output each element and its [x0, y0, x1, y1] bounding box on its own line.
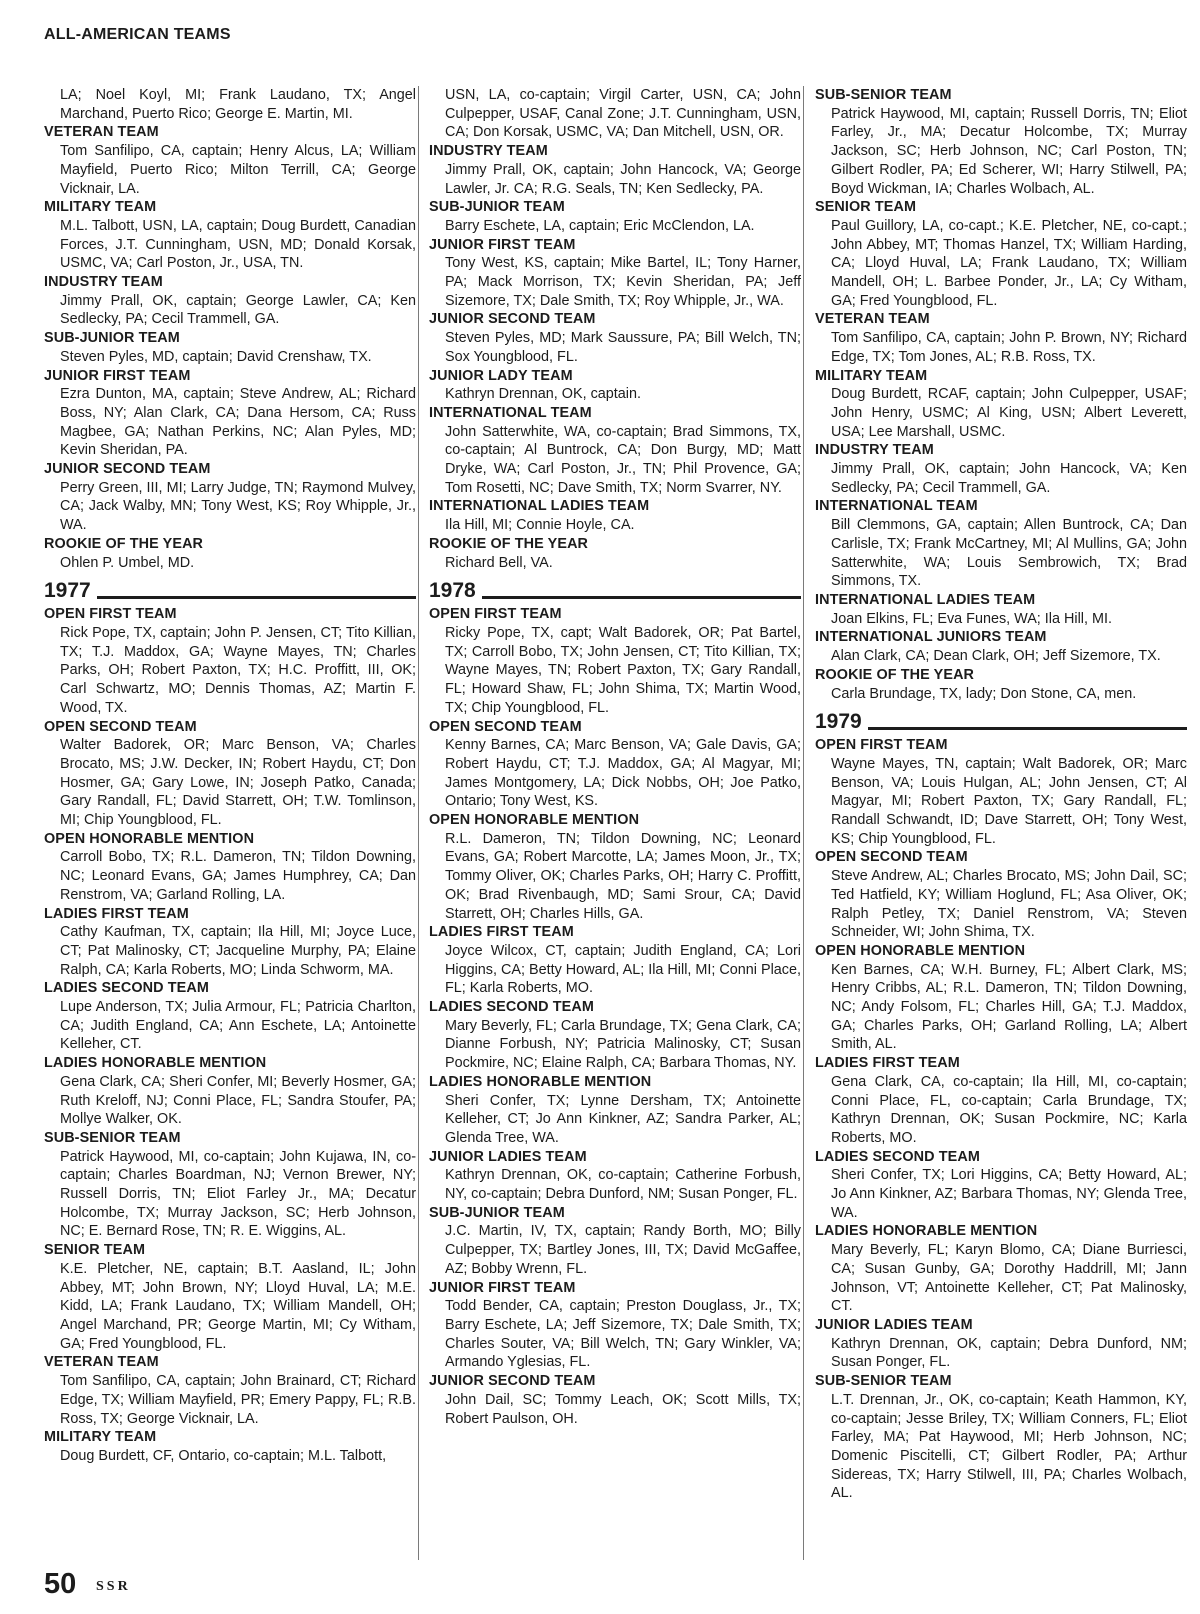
team-members: Tom Sanfilipo, CA, captain; Henry Alcus, LA; William Mayfield, Puerto Rico; Milton Terrill, CA; George Vicknair, LA. — [60, 143, 416, 197]
team-heading: JUNIOR LADIES TEAM — [815, 1317, 973, 1333]
team-members: Ken Barnes, CA; W.H. Burney, FL; Albert Clark, MS; Henry Cribbs, AL; R.L. Dameron, TN; Tildon Downing, NC; Andy Folsom, FL; Charles Hill, GA; T.J. Maddox, GA; Charles Parks, OH; Garland Rolling, LA; Albert Smith, AL. — [831, 961, 1187, 1053]
team-heading: INDUSTRY TEAM — [429, 143, 548, 160]
team-entry — [815, 591, 1187, 610]
team-heading: JUNIOR LADIES TEAM — [429, 1148, 587, 1165]
year-heading — [44, 579, 416, 603]
team-entry — [44, 479, 416, 535]
team-members: USN, LA, co-captain; Virgil Carter, USN, CA; John Culpepper, USAF, Canal Zone; J.T. Cunningham, USN, CA; Don Korsak, USMC, VA; Dan Mitchell, USN, OR. — [445, 87, 801, 141]
team-entry — [44, 1372, 416, 1428]
team-entry — [815, 942, 1187, 961]
team-heading: OPEN FIRST TEAM — [815, 737, 948, 754]
team-members: Joan Elkins, FL; Eva Funes, WA; Ila Hill, MI. — [831, 610, 1112, 627]
team-heading: JUNIOR SECOND TEAM — [429, 311, 596, 328]
team-entry — [429, 86, 801, 142]
team-heading: ROOKIE OF THE YEAR — [429, 535, 589, 552]
team-members: Steve Andrew, AL; Charles Brocato, MS; John Dail, SC; Ted Hatfield, KY; William Hoglund, FL; Asa Oliver, OK; Ralph Petley, TX; Daniel Renstrom, VA; Steven Schneider, WI; John Shima, TX. — [831, 868, 1187, 941]
column-3 — [815, 86, 1187, 1503]
team-entry — [429, 310, 801, 329]
team-members: Kathryn Drennan, OK, co-captain; Catherine Forbush, NY, co-captain; Debra Dunford, NM; Susan Ponger, FL. — [445, 1167, 801, 1203]
team-entry — [815, 497, 1187, 516]
team-members: Patrick Haywood, MI, co-captain; John Kujawa, IN, co-captain; Charles Boardman, NJ; Vernon Brewer, NY; Russell Dorris, TN; Eliot Farley Jr., MA; Decatur Holcombe, TX; Murray Jackson, SC; Herb Johnson, NC; E. Bernard Rose, TN; R. E. Wiggins, AL. — [60, 1148, 416, 1240]
team-members: M.L. Talbott, USN, LA, captain; Doug Burdett, Canadian Forces, J.T. Cunningham, USN, MD; Donald Korsak, USMC, VA; Carl Poston, Jr., USA, TN. — [60, 217, 416, 272]
team-entry — [815, 867, 1187, 942]
team-entry — [815, 1054, 1187, 1073]
team-entry — [815, 1391, 1187, 1503]
team-members: Todd Bender, CA, captain; Preston Douglass, Jr., TX; Barry Eschete, LA; Jeff Sizemore, TX; Dale Smith, TX; Charles Souter, VA; Bill Welch, TN; Gary Winkler, VA; Armando Yglesias, FL. — [445, 1298, 801, 1371]
team-entry — [44, 605, 416, 624]
team-entry — [815, 1316, 1187, 1335]
team-heading: ROOKIE OF THE YEAR — [44, 535, 204, 552]
team-members: Barry Eschete, LA, captain; Eric McClendon, LA. — [445, 217, 755, 234]
team-entry — [44, 905, 416, 924]
team-entry — [815, 1166, 1187, 1222]
team-heading: SENIOR TEAM — [815, 199, 917, 216]
column-divider — [803, 86, 804, 1560]
team-heading: JUNIOR SECOND TEAM — [429, 1373, 596, 1390]
team-entry — [815, 1335, 1187, 1372]
team-members: Sheri Confer, TX; Lori Higgins, CA; Betty Howard, AL; Jo Ann Kinkner, AZ; Barbara Thomas, NY; Glenda Tree, WA. — [831, 1167, 1187, 1221]
team-entry — [44, 830, 416, 849]
team-members: Jimmy Prall, OK, captain; John Hancock, VA; George Lawler, Jr. CA; R.G. Seals, TN; Ken Sedlecky, PA. — [445, 161, 801, 197]
team-entry — [429, 142, 801, 161]
team-heading: MILITARY TEAM — [44, 1429, 157, 1446]
team-entry — [815, 736, 1187, 755]
team-members: Jimmy Prall, OK, captain; George Lawler, CA; Ken Sedlecky, PA; Cecil Trammell, GA. — [60, 292, 416, 328]
team-entry — [815, 105, 1187, 199]
team-members: Lupe Anderson, TX; Julia Armour, FL; Patricia Charlton, CA; Judith England, CA; Ann Eschete, LA; Antoinette Kelleher, CT. — [60, 999, 416, 1053]
team-entry — [429, 1372, 801, 1391]
team-entry — [44, 1241, 416, 1260]
team-heading: SUB-JUNIOR TEAM — [429, 1204, 565, 1221]
team-members: Alan Clark, CA; Dean Clark, OH; Jeff Sizemore, TX. — [831, 648, 1161, 665]
team-members: Tom Sanfilipo, CA, captain; John Brainard, CT; Richard Edge, TX; William Mayfield, PR; Emery Pappy, FL; R.B. Ross, TX; George Vicknair, LA. — [60, 1373, 416, 1427]
team-entry — [44, 554, 416, 573]
team-entry — [429, 605, 801, 624]
team-entry — [815, 1222, 1187, 1241]
team-entry — [44, 86, 416, 123]
team-entry — [429, 254, 801, 310]
team-heading: SUB-SENIOR TEAM — [815, 87, 952, 103]
team-entry — [815, 961, 1187, 1055]
publication-mark: SSR — [96, 1579, 131, 1594]
team-heading: JUNIOR FIRST TEAM — [429, 1279, 576, 1296]
team-entry — [429, 385, 801, 404]
team-members: Paul Guillory, LA, co-capt.; K.E. Pletcher, NE, co-capt.; John Abbey, MT; Thomas Hanzel, TX; William Harding, CA; Lloyd Huval, LA; Frank Laudano, TX; William Mandell, OH; L. Barbee Ponder, Jr., LA; Cy Witham, GA; Fred Youngblood, FL. — [831, 217, 1187, 309]
team-entry — [815, 86, 1187, 105]
team-members: Gena Clark, CA; Sheri Confer, MI; Beverly Hosmer, GA; Ruth Kreloff, NJ; Conni Place, FL; Sandra Stoufer, PA; Mollye Walker, OK. — [60, 1073, 416, 1128]
team-entry — [815, 1372, 1187, 1391]
team-entry — [815, 367, 1187, 386]
team-members: Tom Sanfilipo, CA, captain; John P. Brown, NY; Richard Edge, TX; Tom Jones, AL; R.B. Ross, TX. — [831, 330, 1187, 365]
team-entry — [429, 811, 801, 830]
team-entry — [815, 848, 1187, 867]
team-entry — [815, 198, 1187, 217]
team-entry — [44, 367, 416, 386]
team-members: Carla Brundage, TX, lady; Don Stone, CA, men. — [831, 685, 1137, 702]
team-members: Patrick Haywood, MI, captain; Russell Dorris, TN; Eliot Farley, Jr., MA; Decatur Holcombe, TX; Murray Jackson, SC; Herb Johnson, NC; Carl Poston, TN; Gilbert Rodler, PA; Ed Scherer, WI; Harry Stilwell, PA; Boyd Wickman, IA; Charles Wolbach, AL. — [831, 105, 1187, 197]
team-heading: OPEN HONORABLE MENTION — [429, 812, 640, 829]
team-entry — [429, 423, 801, 498]
team-heading: INDUSTRY TEAM — [44, 274, 163, 291]
year-heading — [815, 710, 1187, 734]
year-label: 1977 — [44, 579, 91, 603]
team-heading: LADIES HONORABLE MENTION — [44, 1055, 267, 1072]
team-entry — [44, 1260, 416, 1354]
team-entry — [815, 685, 1187, 704]
team-entry — [815, 516, 1187, 591]
team-entry — [44, 460, 416, 479]
team-members: Ohlen P. Umbel, MD. — [60, 554, 195, 571]
team-heading: JUNIOR SECOND TEAM — [44, 461, 211, 478]
team-entry — [44, 736, 416, 830]
team-heading: OPEN HONORABLE MENTION — [44, 830, 255, 847]
team-entry — [44, 329, 416, 348]
team-entry — [44, 273, 416, 292]
team-heading: LADIES HONORABLE MENTION — [815, 1223, 1038, 1240]
team-entry — [815, 217, 1187, 311]
team-heading: INDUSTRY TEAM — [815, 442, 934, 459]
team-entry — [429, 1073, 801, 1092]
team-entry — [429, 1222, 801, 1278]
team-heading: LADIES SECOND TEAM — [429, 999, 594, 1016]
team-entry — [44, 535, 416, 554]
team-heading: SUB-SENIOR TEAM — [44, 1129, 181, 1146]
team-entry — [44, 292, 416, 329]
team-members: J.C. Martin, IV, TX, captain; Randy Borth, MO; Billy Culpepper, TX; Bartley Jones, III, TX; David McGaffee, AZ; Bobby Wrenn, FL. — [445, 1223, 801, 1277]
team-members: Wayne Mayes, TN, captain; Walt Badorek, OR; Marc Benson, VA; Louis Hulgan, AL; John Jensen, CT; Al Magyar, MI; Robert Paxton, TX; Gary Randall, FL; Randall Schwandt, ID; Dave Starrett, OH; Tony West, KS; Chip Youngblood, FL. — [831, 755, 1187, 847]
team-entry — [44, 123, 416, 142]
team-members: Gena Clark, CA, co-captain; Ila Hill, MI, co-captain; Conni Place, FL, co-captain; Carla Brundage, TX; Kathryn Drennan, OK; Susan Pockmire, NC; Karla Roberts, MO. — [831, 1073, 1187, 1146]
team-members: Kenny Barnes, CA; Marc Benson, VA; Gale Davis, GA; Robert Haydu, CT; T.J. Maddox, GA; Al Magyar, MI; James Montgomery, LA; Dick Nobbs, OH; Joe Patko, Ontario; Tony West, KS. — [445, 737, 801, 810]
team-heading: OPEN FIRST TEAM — [44, 606, 177, 623]
team-entry — [44, 624, 416, 718]
team-heading: SUB-JUNIOR TEAM — [44, 330, 180, 347]
team-members: Joyce Wilcox, CT, captain; Judith England, CA; Lori Higgins, CA; Betty Howard, AL; Ila Hill, MI; Conni Place, FL; Karla Roberts, MO. — [445, 942, 801, 997]
team-entry — [429, 497, 801, 516]
team-entry — [429, 1204, 801, 1223]
team-heading: JUNIOR LADY TEAM — [429, 367, 573, 384]
team-entry — [44, 1148, 416, 1242]
team-entry — [429, 554, 801, 573]
team-entry — [429, 718, 801, 737]
team-entry — [429, 942, 801, 998]
team-heading: OPEN HONORABLE MENTION — [815, 942, 1026, 959]
team-entry — [44, 1353, 416, 1372]
team-entry — [429, 1017, 801, 1073]
team-entry — [429, 923, 801, 942]
team-heading: ROOKIE OF THE YEAR — [815, 666, 975, 683]
team-entry — [429, 329, 801, 366]
team-entry — [44, 979, 416, 998]
team-members: Tony West, KS, captain; Mike Bartel, IL; Tony Harner, PA; Mack Morrison, TX; Kevin Sheridan, PA; Jeff Sizemore, TX; Dale Smith, TX; Roy Whipple, Jr., WA. — [445, 255, 801, 309]
team-entry — [429, 830, 801, 924]
year-rule — [482, 596, 801, 599]
team-members: Perry Green, III, MI; Larry Judge, TN; Raymond Mulvey, CA; Jack Walby, MN; Tony West, KS; Roy Whipple, Jr., WA. — [60, 479, 416, 534]
team-entry — [44, 1428, 416, 1447]
team-entry — [44, 718, 416, 737]
team-members: Rick Pope, TX, captain; John P. Jensen, CT; Tito Killian, TX; T.J. Maddox, GA; Wayne Mayes, TN; Charles Parks, OH; Robert Paxton, TX; H.C. Proffitt, III, OK; Carl Schwartz, MO; Dennis Thomas, AZ; Martin F. Wood, TX. — [60, 624, 416, 716]
team-heading: MILITARY TEAM — [815, 367, 928, 384]
team-entry — [815, 460, 1187, 497]
team-entry — [44, 1129, 416, 1148]
team-entry — [815, 666, 1187, 685]
team-heading: OPEN SECOND TEAM — [44, 718, 197, 735]
year-label: 1979 — [815, 710, 862, 734]
team-entry — [815, 385, 1187, 441]
team-members: Steven Pyles, MD; Mark Saussure, PA; Bill Welch, TN; Sox Youngblood, FL. — [445, 330, 801, 365]
team-members: Cathy Kaufman, TX, captain; Ila Hill, MI; Joyce Luce, CT; Pat Malinosky, CT; Jacqueline Murphy, PA; Elaine Ralph, CA; Karla Roberts, MO; Linda Schworm, MA. — [60, 924, 416, 978]
team-members: Steven Pyles, MD, captain; David Crenshaw, TX. — [60, 348, 372, 365]
team-members: Jimmy Prall, OK, captain; John Hancock, VA; Ken Sedlecky, PA; Cecil Trammell, GA. — [831, 461, 1187, 496]
team-members: Mary Beverly, FL; Carla Brundage, TX; Gena Clark, CA; Dianne Forbush, NY; Patricia Malinosky, CT; Susan Pockmire, NC; Elaine Ralph, CA; Barbara Thomas, NY. — [445, 1017, 801, 1072]
team-heading: VETERAN TEAM — [44, 1354, 159, 1371]
team-heading: LADIES FIRST TEAM — [815, 1055, 960, 1072]
team-heading: MILITARY TEAM — [44, 199, 157, 216]
running-head: ALL-AMERICAN TEAMS — [44, 26, 231, 43]
team-heading: SUB-SENIOR TEAM — [815, 1373, 952, 1390]
team-members: Doug Burdett, RCAF, captain; John Culpepper, USAF; John Henry, USMC; Al King, USN; Albert Leverett, USA; Lee Marshall, USMC. — [831, 386, 1187, 440]
team-heading: SUB-JUNIOR TEAM — [429, 199, 565, 216]
team-entry — [44, 1073, 416, 1129]
team-members: Walter Badorek, OR; Marc Benson, VA; Charles Brocato, MS; J.W. Decker, IN; Robert Haydu, CT; Don Hosmer, GA; Gary Lowe, IN; Joseph Patko, Canada; Gary Randall, FL; David Starrett, OH; T.W. Tomlinson, MI; Chip Youngblood, FL. — [60, 737, 416, 829]
team-entry — [815, 1241, 1187, 1316]
team-heading: INTERNATIONAL TEAM — [815, 498, 978, 515]
team-entry — [44, 1054, 416, 1073]
team-entry — [429, 198, 801, 217]
team-entry — [44, 142, 416, 198]
team-entry — [429, 998, 801, 1017]
team-heading: JUNIOR FIRST TEAM — [44, 367, 191, 384]
team-members: LA; Noel Koyl, MI; Frank Laudano, TX; Angel Marchand, Puerto Rico; George E. Martin, MI. — [60, 87, 416, 122]
column-1 — [44, 86, 416, 1466]
team-heading: INTERNATIONAL JUNIORS TEAM — [815, 629, 1047, 646]
team-members: Doug Burdett, CF, Ontario, co-captain; M.L. Talbott, — [60, 1447, 387, 1464]
team-entry — [44, 998, 416, 1054]
team-entry — [44, 848, 416, 904]
team-heading: VETERAN TEAM — [815, 311, 930, 328]
team-heading: OPEN FIRST TEAM — [429, 606, 562, 623]
column-2 — [429, 86, 801, 1428]
team-members: Carroll Bobo, TX; R.L. Dameron, TN; Tildon Downing, NC; Leonard Evans, GA; James Humphrey, CA; Dan Renstrom, VA; Garland Rolling, LA. — [60, 849, 416, 903]
team-heading: OPEN SECOND TEAM — [429, 718, 582, 735]
team-members: K.E. Pletcher, NE, captain; B.T. Aasland, IL; John Abbey, MT; John Brown, NY; Lloyd Huval, LA; M.E. Kidd, LA; Frank Laudano, TX; William Mandell, OH; Angel Marchand, PR; George Martin, MI; Cy Witham, GA; Fred Youngblood, FL. — [60, 1260, 416, 1352]
team-entry — [815, 1073, 1187, 1148]
team-entry — [429, 1092, 801, 1148]
team-heading: INTERNATIONAL LADIES TEAM — [815, 591, 1036, 608]
team-heading: JUNIOR FIRST TEAM — [429, 236, 576, 253]
team-entry — [44, 217, 416, 273]
team-members: John Dail, SC; Tommy Leach, OK; Scott Mills, TX; Robert Paulson, OH. — [445, 1391, 801, 1427]
team-members: John Satterwhite, WA, co-captain; Brad Simmons, TX, co-captain; Al Buntrock, CA; Don Burgy, MD; Matt Dryke, WA; Carl Poston, Jr., TN; Phil Provence, GA; Tom Rosetti, NC; Dave Smith, TX; Norm Svarrer, NY. — [445, 423, 801, 496]
team-entry — [429, 236, 801, 255]
team-members: Ricky Pope, TX, capt; Walt Badorek, OR; Pat Bartel, TX; Carroll Bobo, TX; John Jensen, CT; Tito Killian, TX; Wayne Mayes, TN; Robert Paxton, TX; Gary Randall, FL; Howard Shaw, FL; John Shima, TX; Martin Wood, TX; Chip Youngblood, FL. — [445, 624, 801, 716]
year-rule — [868, 727, 1187, 730]
team-entry — [815, 610, 1187, 629]
team-entry — [815, 1148, 1187, 1167]
team-entry — [815, 310, 1187, 329]
team-entry — [815, 647, 1187, 666]
team-entry — [429, 367, 801, 386]
year-heading — [429, 579, 801, 603]
team-entry — [429, 1166, 801, 1203]
year-label: 1978 — [429, 579, 476, 603]
team-entry — [429, 1297, 801, 1372]
team-entry — [429, 516, 801, 535]
team-entry — [429, 217, 801, 236]
team-heading: INTERNATIONAL LADIES TEAM — [429, 498, 650, 515]
team-heading: LADIES SECOND TEAM — [815, 1148, 980, 1165]
team-heading: LADIES FIRST TEAM — [429, 924, 574, 941]
team-heading: OPEN SECOND TEAM — [815, 849, 968, 866]
team-entry — [429, 535, 801, 554]
team-entry — [429, 1148, 801, 1167]
team-members: R.L. Dameron, TN; Tildon Downing, NC; Leonard Evans, GA; Robert Marcotte, LA; James Moon, Jr., TX; Tommy Oliver, OK; Charles Parks, OH; Harry C. Proffitt, OK; Brad Rivenbaugh, MD; Sami Srour, CA; David Starrett, OH; Charles Hills, GA. — [445, 830, 801, 922]
team-members: Ezra Dunton, MA, captain; Steve Andrew, AL; Richard Boss, NY; Alan Clark, CA; Dana Hersom, CA; Russ Magbee, GA; Nathan Perkins, NC; Alan Pyles, MD; Kevin Sheridan, PA. — [60, 386, 416, 459]
team-members: Mary Beverly, FL; Karyn Blomo, CA; Diane Burriesci, CA; Susan Gunby, GA; Dorothy Haddrill, MI; Jann Johnson, VT; Antoinette Kelleher, CT; Pat Malinosky, CT. — [831, 1242, 1187, 1315]
team-heading: INTERNATIONAL TEAM — [429, 404, 592, 421]
team-members: Ila Hill, MI; Connie Hoyle, CA. — [445, 517, 635, 534]
team-heading: LADIES SECOND TEAM — [44, 980, 209, 997]
team-entry — [815, 441, 1187, 460]
team-members: L.T. Drennan, Jr., OK, co-captain; Keath Hammon, KY, co-captain; Jesse Briley, TX; William Conners, FL; Eliot Farley, MA; Pat Haywood, MI; Herb Johnson, NC; Domenic Piscitelli, CT; Gilbert Rodler, PA; Arthur Sidereas, TX; Harry Stilwell, III, PA; Charles Wolbach, AL. — [831, 1391, 1187, 1502]
team-members: Kathryn Drennan, OK, captain. — [445, 386, 641, 403]
team-entry — [44, 348, 416, 367]
team-entry — [429, 1279, 801, 1298]
page-number: 50 — [44, 1568, 77, 1600]
team-heading: VETERAN TEAM — [44, 124, 159, 141]
team-entry — [429, 736, 801, 811]
team-members: Bill Clemmons, GA, captain; Allen Buntrock, CA; Dan Carlisle, TX; Frank McCartney, MI; Al Mullins, GA; John Satterwhite, WA; Louis Sembrowich, TX; Brad Simmons, TX. — [831, 517, 1187, 590]
team-members: Kathryn Drennan, OK, captain; Debra Dunford, NM; Susan Ponger, FL. — [831, 1335, 1187, 1371]
team-entry — [815, 329, 1187, 366]
team-entry — [429, 161, 801, 198]
team-entry — [815, 628, 1187, 647]
team-entry — [44, 1447, 416, 1466]
team-entry — [429, 1391, 801, 1428]
team-entry — [815, 755, 1187, 849]
team-heading: LADIES HONORABLE MENTION — [429, 1073, 652, 1090]
team-heading: SENIOR TEAM — [44, 1242, 146, 1259]
team-entry — [44, 198, 416, 217]
team-entry — [44, 923, 416, 979]
team-entry — [429, 404, 801, 423]
column-divider — [418, 86, 419, 1560]
team-heading: LADIES FIRST TEAM — [44, 905, 189, 922]
team-entry — [429, 624, 801, 718]
team-members: Richard Bell, VA. — [445, 554, 553, 571]
team-members: Sheri Confer, TX; Lynne Dersham, TX; Antoinette Kelleher, CT; Jo Ann Kinkner, AZ; Sandra Parker, AL; Glenda Tree, WA. — [445, 1092, 801, 1146]
year-rule — [97, 596, 416, 599]
team-entry — [44, 385, 416, 460]
